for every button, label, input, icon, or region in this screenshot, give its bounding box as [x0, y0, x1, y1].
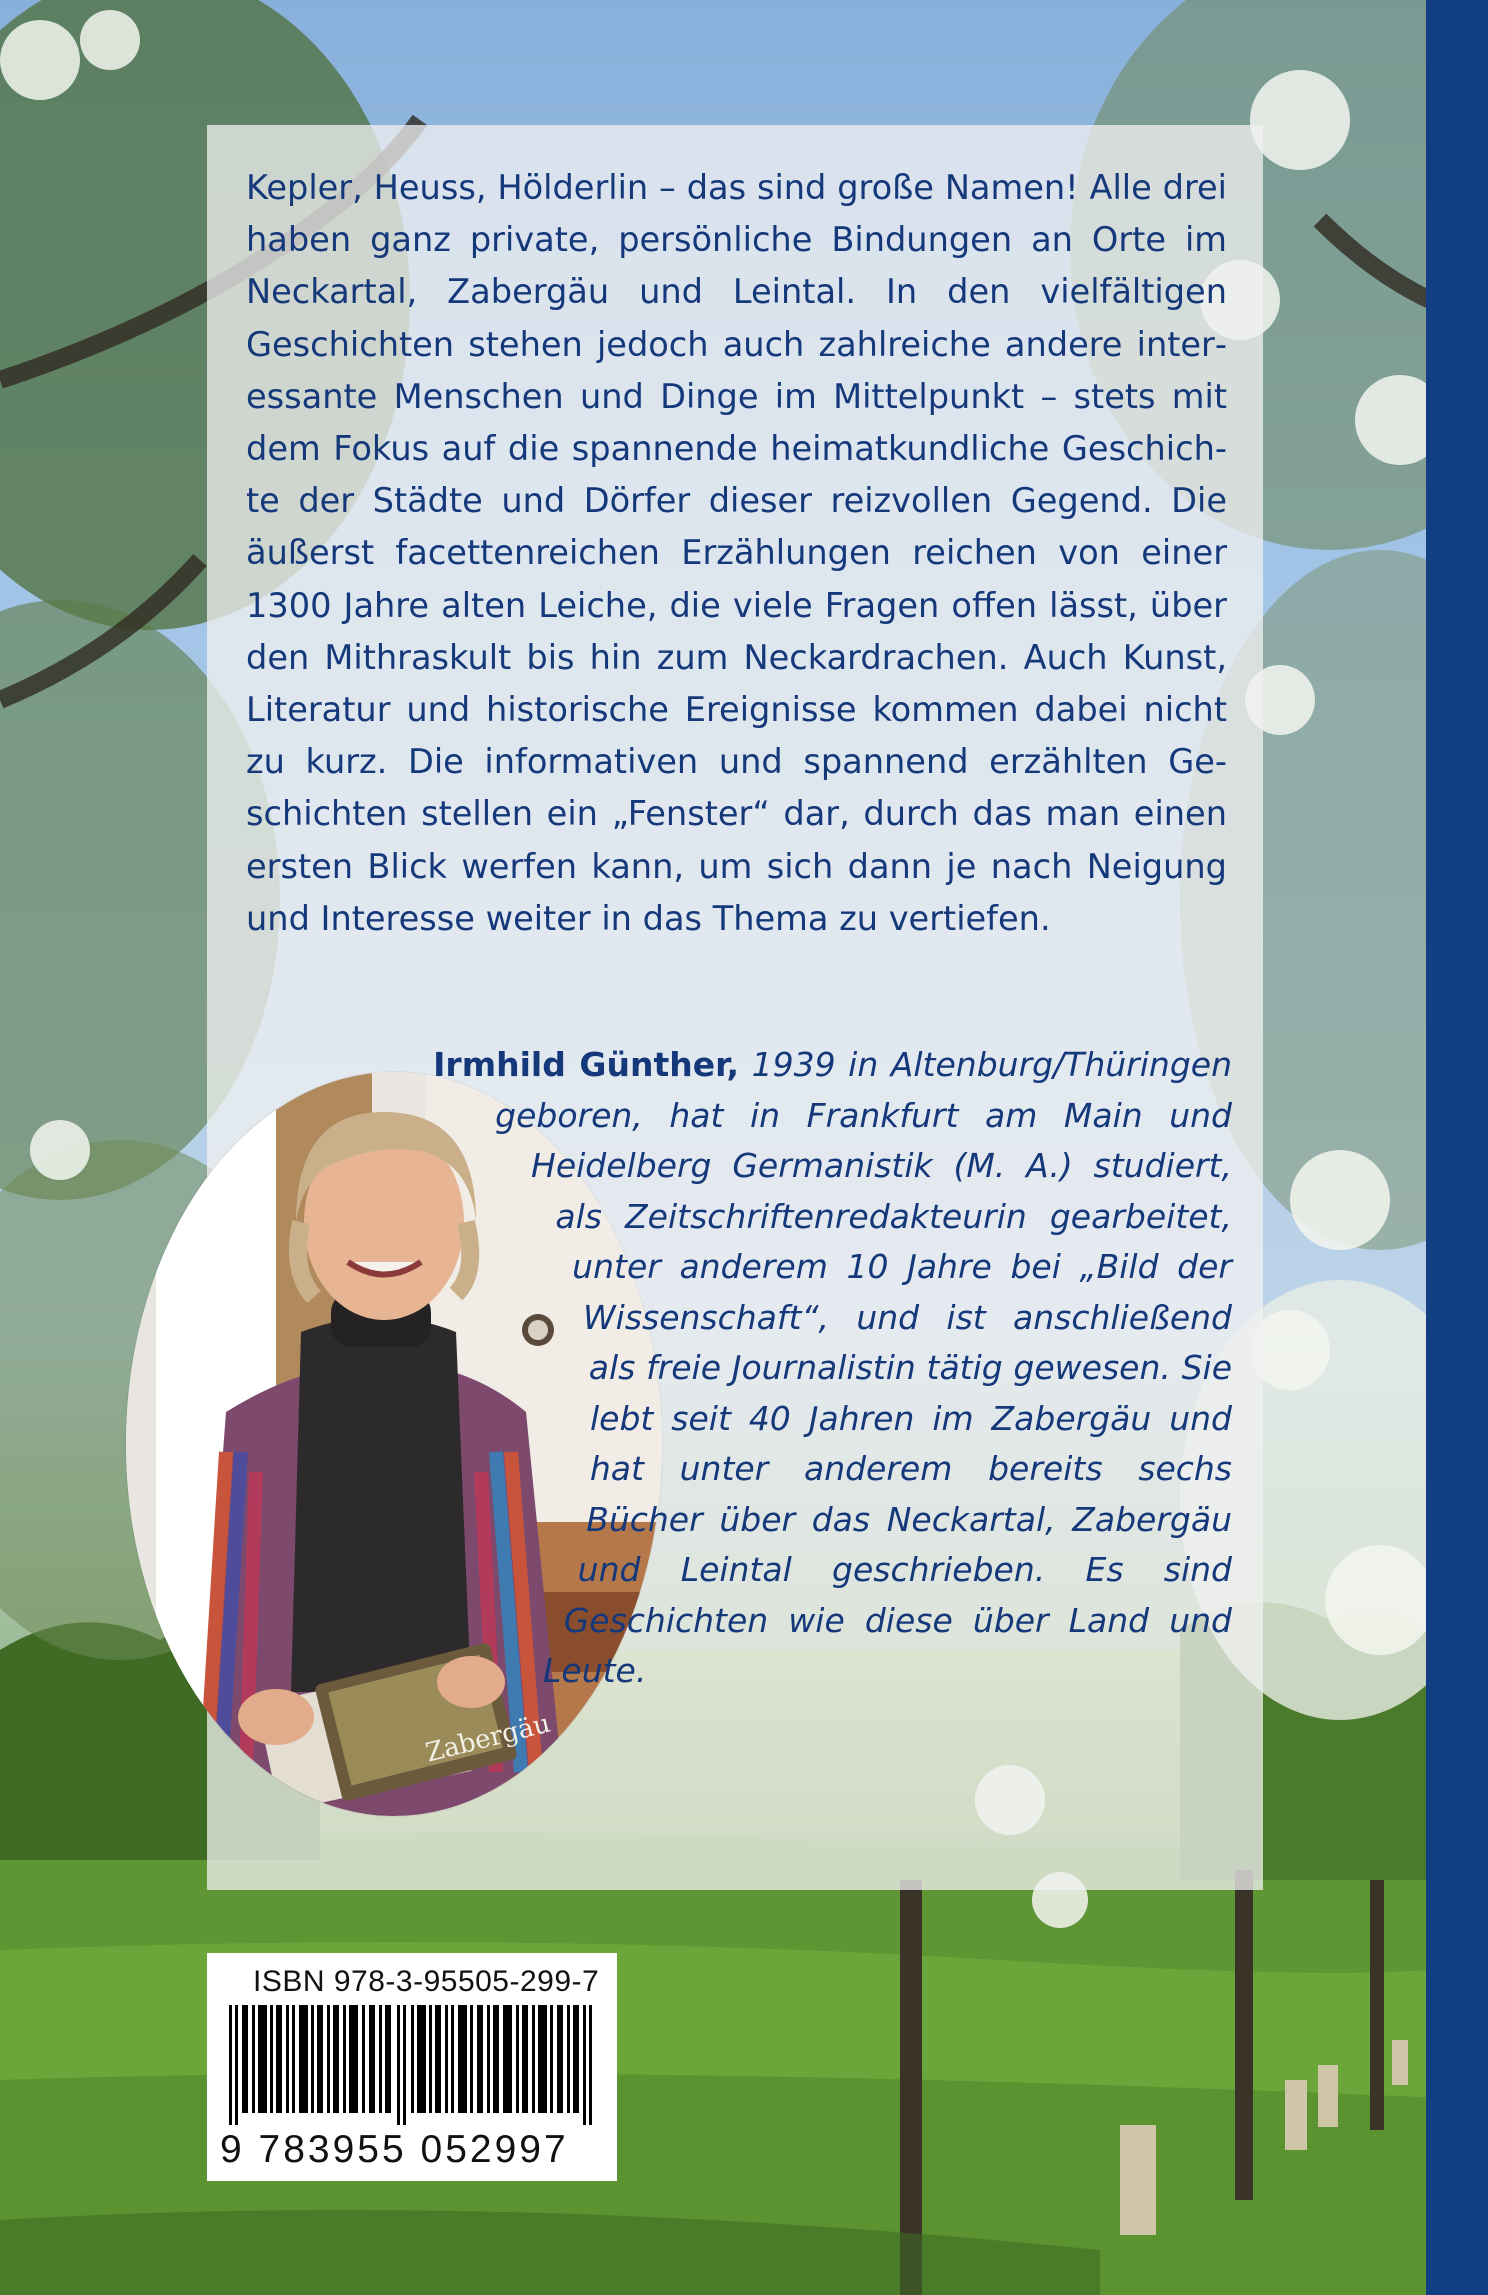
portrait-book-title: Zabergäu [422, 1708, 554, 1769]
author-name: Irmhild Günther, [433, 1045, 740, 1084]
book-blurb: Kepler, Heuss, Hölderlin – das sind große Namen! Alle drei haben ganz private, persönliche Bindungen an Orte im Neckartal, Zabergäu und Leintal. In den vielfältigen Geschichten stehen jedoch auch zahlreiche andere interessante Menschen und Dinge im Mittelpunkt – stets mit dem Fokus auf die spannende heimatkundliche Geschichte der Städte und Dörfer dieser reizvollen Gegend. Die äußerst facettenreichen Erzählungen reichen von einer 1300 Jahre alten Leiche, die viele Fragen offen lässt, über den Mithraskult bis hin zum Neckardrachen. Auch Kunst, Literatur und historische Ereignisse kommen dabei nicht zu kurz. Die informativen und spannend erzählten Geschichten stellen ein „Fenster“ dar, durch das man einen ersten Blick werfen kann, um sich dann je nach Neigung und Interesse weiter in das Thema zu vertiefen. [246, 168, 1227, 938]
ean-barcode [229, 2005, 609, 2125]
ean-digits: 9 783955 052997 [220, 2128, 569, 2171]
author-bio-text: 1939 in Altenburg/Thüringen geboren, hat in Frankfurt am Main und Heidelberg Germanistik (M. A.) studiert, als Zeitschriftenredakteurin gearbeitet, unter anderem 10 Jahre bei „Bild der Wissenschaft“, und ist anschließend als freie Journalistin tätig gewesen. Sie lebt seit 40 Jahren im Zabergäu und hat unter anderem bereits sechs Bücher über das Neckartal, Zabergäu und Leintal geschrieben. Es sind Geschichten wie diese über Land und Leute. [495, 1045, 1232, 1690]
author-bio [240, 1040, 1232, 1840]
isbn-label: ISBN 978-3-95505-299-7 [253, 1965, 600, 1998]
spine-edge [1426, 0, 1488, 2295]
